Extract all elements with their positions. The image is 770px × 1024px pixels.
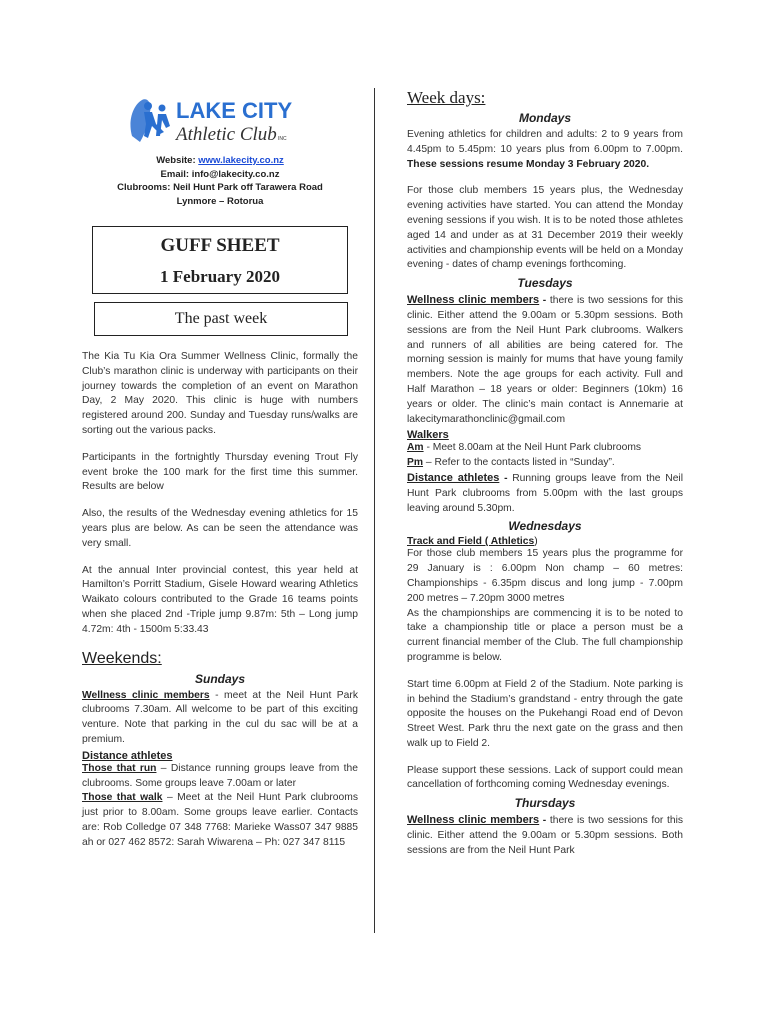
past-week-paragraph-4: At the annual Inter provincial contest, this year held at Hamilton’s Porritt Stadium, Gisele Howard wearing Athletics Waikato colours contributed to the Grade 16 teams points when she placed 2nd -Triple jump 9.87m: 5th – Long jump 4.72m: 4th - 1500m 5:33.43 [82, 564, 358, 635]
wednesdays-heading: Wednesdays [508, 519, 582, 534]
mondays-heading: Mondays [518, 111, 571, 125]
logo-subtitle: Athletic Club [176, 124, 277, 145]
tuesday-distance-label: Distance athletes [407, 471, 500, 484]
sunday-walk-label: Those that walk [82, 792, 163, 804]
right-column [407, 88, 683, 859]
location-line: Lynmore – Rotorua [176, 195, 264, 207]
sunday-walk-text: – Meet at the Neil Hunt Park clubrooms just prior to 8.00am. Some groups leave earlier. Contacts are: Rob Colledge 07 348 7768: Marieke Wass07 347 9885 ah or 027 462 8572: Sarah Wiwarena – Ph: 027 347 8115 [82, 792, 358, 848]
am-label: Am [407, 442, 424, 454]
track-field-label: Track and Field ( Athletics [407, 536, 535, 548]
column-divider [374, 88, 375, 933]
walkers-am [407, 441, 683, 456]
am-text: - Meet 8.00am at the Neil Hunt Park clubrooms [423, 442, 642, 454]
sundays-heading: Sundays [194, 671, 245, 686]
wednesday-paragraph-3: Start time 6.00pm at Field 2 of the Stadium. Note parking is in behind the Stadium’s grandstand - entry through the gate opposite the houses on the Pukehangi Road end of Devon Street West. Park thru the next gate on the grass and then walk up to Field 2. [407, 678, 683, 749]
tuesdays-heading: Tuesdays [517, 276, 573, 291]
past-week-paragraph-2: Participants in the fortnightly Thursday evening Trout Fly event broke the 100 mark for the first time this summer. Results are below [82, 451, 358, 493]
tuesday-wellness [407, 293, 683, 427]
sunday-wellness-text: - meet at the Neil Hunt Park clubrooms 7.30am. All welcome to be part of this exciting venture. Note that parking in the cul du sac will be at a premium. [82, 689, 358, 745]
website-link[interactable]: www.lakecity.co.nz [198, 155, 284, 166]
sunday-run-label: Those that run [82, 762, 157, 774]
guff-date: 1 February 2020 [160, 267, 280, 286]
pm-label: Pm [407, 457, 424, 469]
past-week-paragraph-3: Also, the results of the Wednesday evening athletics for 15 years plus are below. As can be seen the attendance was very small. [82, 508, 358, 549]
sunday-run [82, 762, 358, 792]
tuesday-distance [407, 471, 683, 516]
monday-paragraph-1 [407, 128, 683, 172]
club-logo [126, 90, 358, 154]
walkers-pm [407, 456, 683, 471]
wednesday-paragraph-2: As the championships are commencing it is to be noted to take a championship title or place a person must be a current financial member of the Club. The full championship programme is below. [407, 607, 683, 663]
tuesday-wellness-text: there is two sessions for this clinic. Either attend the 9.00am or 5.30pm sessions. Both sessions are from the Neil Hunt Park clubrooms. Walkers and runners of all abilities are being catered for. The morning session is mainly for mums that have young family members. Note the age groups for each activity. Full and Half Marathon – 18 years or older: Beginners (10km) 16 years or older. The clinic’s main contact is Annemarie at lakecitymarathonclinic@gmail.com [407, 295, 684, 425]
thursdays-heading: Thursdays [514, 796, 576, 811]
pm-text: – Refer to the contacts listed in “Sunday”. [423, 457, 615, 469]
sunday-wellness-label: Wellness clinic members [82, 689, 210, 701]
tuesday-distance-text: Running groups leave from the Neil Hunt Park clubrooms from 5.00pm with the last groups leaving around 5.30pm. [407, 472, 683, 514]
website-line [82, 154, 358, 168]
wednesday-paragraph-4: Please support these sessions. Lack of support could mean cancellation of forthcoming coming Wednesday evenings. [407, 764, 683, 791]
clubrooms-line: Clubrooms: Neil Hunt Park off Tarawera Road [117, 182, 323, 193]
email-line: Email: info@lakecity.co.nz [160, 168, 280, 180]
guff-sheet-box [92, 226, 348, 294]
guff-title: GUFF SHEET [160, 235, 280, 256]
weekends-heading: Weekends: [82, 649, 162, 667]
thursday-wellness-text: there is two sessions for this clinic. Either attend the 9.00am or 5.30pm sessions. Both sessions are from the Neil Hunt Park [407, 815, 684, 856]
logo-inc: INC [278, 136, 287, 142]
sunday-wellness [82, 689, 358, 748]
sunday-walk [82, 791, 358, 850]
runners-logo-icon [126, 92, 296, 152]
sunday-run-text: – Distance running groups leave from the clubrooms. Some groups leave 7.00am or later [82, 762, 358, 789]
tuesday-wellness-dash: - [539, 295, 550, 307]
track-field-paren: ) [534, 536, 538, 548]
logo-title: LAKE CITY [176, 98, 293, 123]
tuesday-wellness-label: Wellness clinic members [407, 294, 540, 307]
left-column [82, 90, 358, 851]
monday-text: Evening athletics for children and adults: 2 to 9 years from 4.45pm to 5.45pm: 10 years plus from 6.00pm to 7.00pm. [407, 129, 683, 155]
monday-paragraph-2: For those club members 15 years plus, the Wednesday evening activities have started. You can attend the Monday evening sessions if you wish. It is to be noted those athletes aged 14 and under as at 31 December 2019 their weekly activities and championship events will be held on a Monday evening - dates of champ evenings forthcoming. [407, 185, 683, 271]
thursday-wellness [407, 813, 683, 858]
track-field-heading [407, 536, 683, 547]
tuesday-distance-dash: - [499, 472, 513, 484]
website-label: Website: [156, 155, 199, 166]
walkers-heading: Walkers [407, 429, 449, 442]
contact-block [82, 154, 358, 208]
monday-bold-note: These sessions resume Monday 3 February 2020. [407, 158, 650, 170]
past-week-box: The past week [94, 302, 348, 336]
weekdays-heading: Week days: [407, 88, 486, 107]
thursday-wellness-label: Wellness clinic members [407, 814, 540, 827]
sunday-distance-heading: Distance athletes [82, 749, 173, 762]
past-week-paragraph-1: The Kia Tu Kia Ora Summer Wellness Clinic, formally the Club’s marathon clinic is underway with participants on their journey towards the completion of an event on Marathon Day, 2 May 2020. This clinic is huge with numbers registered around 200. Sunday and Tuesday runs/walks are sorting out the various packs. [82, 351, 358, 436]
wednesday-paragraph-1: For those club members 15 years plus the programme for 29 January is : 6.00pm Non champ – 60 metres: Championships - 6.35pm discus and long jump - 7.00pm 200 metres – 7.20pm 3000 metres [407, 548, 683, 604]
thursday-wellness-dash: - [539, 815, 550, 827]
